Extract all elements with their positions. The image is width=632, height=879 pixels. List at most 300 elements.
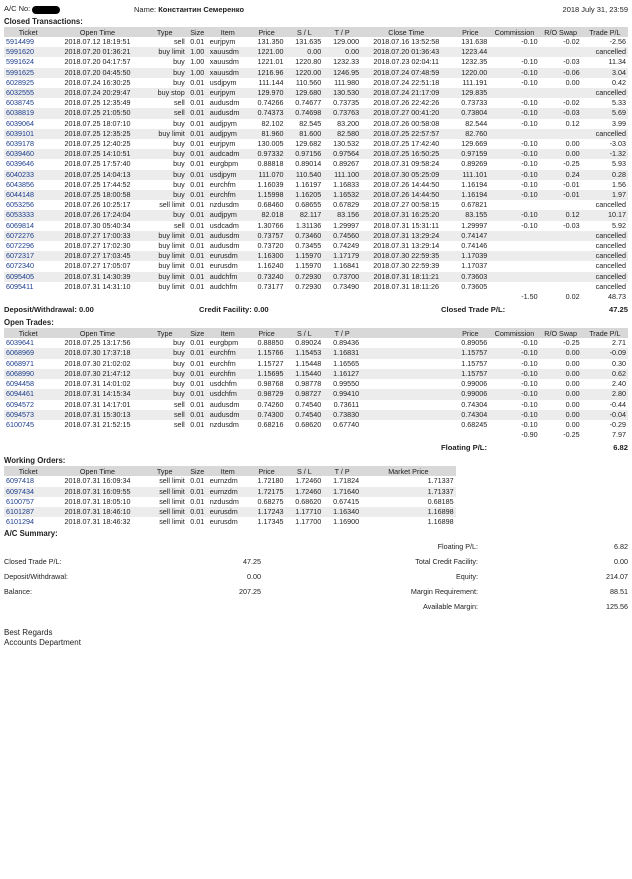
table-cell: 2018.07.25 22:57:57 — [361, 129, 451, 139]
credit-label: Credit Facility: — [199, 304, 252, 314]
table-cell: buy — [143, 348, 187, 358]
table-cell: buy — [173, 338, 185, 348]
table-cell: -0.10 — [521, 37, 538, 46]
open-totals-row — [4, 430, 628, 440]
table-cell: 2018.07.24 20:29:47 — [52, 88, 142, 98]
column-header: Price — [248, 27, 286, 37]
table-cell: 1.97 — [582, 190, 628, 200]
table-cell: 2018.07.20 01:36:43 — [361, 47, 451, 57]
table-cell: -0.10 — [489, 108, 539, 118]
table-cell: 1.15757 — [451, 369, 489, 379]
table-cell — [361, 420, 451, 430]
table-cell: 0.99006 — [451, 389, 489, 399]
table-cell: 0.74373 — [248, 108, 286, 118]
table-cell: -0.02 — [563, 98, 580, 108]
table-cell: eurchfm — [208, 190, 248, 200]
table-cell: cancelled — [582, 129, 628, 139]
table-cell: 1.16194 — [451, 190, 489, 200]
column-header: Type — [143, 328, 187, 338]
table-cell: audcadm — [208, 149, 248, 159]
table-cell: 6097434 — [4, 487, 52, 497]
table-cell: 1232.35 — [461, 57, 488, 67]
table-cell: audusdm — [208, 231, 248, 241]
closed-total-commission: -1.50 — [521, 292, 538, 302]
table-cell: buy — [143, 149, 187, 159]
table-row — [4, 348, 628, 358]
table-cell: 129.680 — [285, 88, 323, 98]
table-cell: sell limit — [143, 507, 187, 517]
table-cell: 0.01 — [187, 487, 208, 497]
table-cell: 0.01 — [190, 37, 205, 46]
column-header: Trade P/L — [582, 27, 628, 37]
table-cell: 129.000 — [333, 37, 360, 46]
closed-pl-value: 47.25 — [608, 304, 628, 314]
table-cell: 6101287 — [4, 507, 52, 517]
table-cell: 2018.07.31 18:11:26 — [373, 281, 439, 291]
table-cell: 82.545 — [299, 118, 322, 128]
table-row — [4, 241, 628, 251]
table-cell: 110.540 — [285, 170, 323, 180]
open-total-swap: -0.25 — [563, 430, 580, 440]
table-cell: -0.03 — [540, 108, 582, 118]
table-cell: 2018.07.31 16:09:55 — [52, 487, 142, 497]
table-row — [4, 108, 628, 118]
table-row — [4, 487, 628, 497]
table-cell: 131.638 — [461, 37, 488, 46]
table-cell: 0.74540 — [285, 410, 323, 420]
table-cell: -0.10 — [521, 57, 538, 67]
table-cell: 83.156 — [323, 210, 361, 220]
table-cell: 1216.96 — [248, 68, 286, 78]
closed-total-pl: 48.73 — [608, 292, 626, 302]
table-cell: 2018.07.20 04:17:57 — [64, 57, 131, 67]
table-cell: 2018.07.27 17:03:45 — [52, 251, 142, 261]
table-cell: 1.72460 — [295, 476, 322, 486]
column-header: Open Time — [52, 328, 142, 338]
table-row — [4, 170, 628, 180]
table-cell: 0.73240 — [248, 272, 286, 282]
column-header: Price — [451, 328, 489, 338]
account-name — [134, 5, 563, 14]
summary-value: 125.56 — [606, 602, 628, 612]
table-cell: 0.01 — [190, 379, 205, 389]
table-cell: buy — [173, 118, 185, 128]
table-cell — [540, 272, 582, 282]
table-cell: -0.10 — [521, 379, 538, 389]
floating-value: 6.82 — [613, 442, 628, 452]
table-cell: 0.01 — [190, 220, 205, 230]
table-cell: 83.200 — [337, 118, 360, 128]
table-cell: 5.33 — [612, 98, 626, 108]
summary-value: 0.00 — [247, 572, 261, 582]
table-cell: nzdusdm — [209, 200, 239, 210]
table-cell: 0.01 — [187, 108, 208, 118]
table-cell: eurjpym — [209, 37, 236, 46]
summary-value: 88.51 — [610, 587, 628, 597]
table-cell — [540, 282, 582, 292]
column-header: Ticket — [4, 27, 52, 37]
table-cell: -0.03 — [563, 220, 580, 230]
table-cell: 2018.07.31 18:46:32 — [64, 517, 131, 527]
table-cell: 2018.07.31 21:52:15 — [64, 419, 131, 429]
table-cell: 2018.07.31 15:31:11 — [373, 220, 439, 230]
table-cell: 2018.07.30 05:40:34 — [64, 220, 131, 230]
table-cell: 82.580 — [323, 129, 361, 139]
table-cell: 6038819 — [4, 108, 52, 118]
table-cell: 0.97156 — [285, 149, 323, 159]
table-cell: -0.10 — [489, 369, 539, 379]
floating-label: Floating P/L: — [441, 442, 487, 452]
table-cell: 111.100 — [323, 170, 361, 180]
table-cell: 1.29997 — [333, 220, 360, 230]
table-cell: 0.73735 — [333, 98, 360, 108]
table-cell: 0.89056 — [461, 338, 488, 348]
table-row — [4, 88, 628, 98]
ac-summary-title: A/C Summary: — [4, 529, 58, 539]
table-cell: 0.01 — [187, 369, 208, 379]
closed-transactions-title: Closed Transactions: — [4, 17, 83, 26]
table-cell: 0.97159 — [451, 149, 489, 159]
table-cell: 129.682 — [295, 139, 322, 149]
table-cell: 1.16205 — [285, 190, 323, 200]
table-cell: 0.01 — [190, 241, 205, 251]
column-header: Type — [143, 27, 187, 37]
table-cell: 2018.07.25 21:05:50 — [52, 108, 142, 118]
table-cell: 2018.07.31 13:29:14 — [373, 241, 440, 251]
working-orders-title: Working Orders: — [4, 456, 66, 466]
table-cell: audusdm — [209, 399, 240, 409]
table-cell: sell — [143, 410, 187, 420]
table-cell: 0.01 — [187, 170, 208, 180]
table-cell: 1220.00 — [285, 68, 323, 78]
table-cell: -0.10 — [521, 338, 538, 348]
table-cell: 129.835 — [451, 88, 489, 98]
summary-label: Equity: — [456, 572, 478, 582]
table-cell: 0.12 — [540, 210, 582, 220]
table-row — [4, 400, 628, 410]
table-cell: 0.73763 — [323, 108, 361, 118]
table-cell: -0.10 — [521, 98, 538, 108]
table-cell: 0.01 — [190, 399, 205, 409]
table-cell: usdjpym — [208, 170, 248, 180]
table-cell: 111.101 — [451, 170, 489, 180]
table-cell: -0.01 — [540, 190, 582, 200]
table-cell: 130.530 — [323, 88, 361, 98]
table-cell: 0.74304 — [451, 410, 489, 420]
table-cell: eurjpym — [208, 88, 248, 98]
table-cell: 2.40 — [612, 379, 626, 389]
table-cell: 1.72175 — [248, 487, 286, 497]
table-cell: sell — [173, 419, 185, 429]
table-cell: eurchfm — [208, 348, 248, 358]
table-cell: 6068969 — [4, 348, 52, 358]
table-cell: 1220.00 — [451, 68, 489, 78]
table-cell: 0.74300 — [248, 410, 286, 420]
table-cell: 0.89436 — [333, 338, 360, 348]
table-cell: buy — [143, 389, 187, 399]
table-cell: -0.10 — [521, 77, 538, 87]
table-cell: 6094573 — [4, 410, 52, 420]
table-cell: cancelled — [595, 241, 626, 251]
table-cell — [540, 88, 582, 98]
table-row — [4, 159, 628, 169]
table-cell: 1.16833 — [333, 179, 360, 189]
table-cell: eurusdm — [209, 517, 238, 527]
table-cell: 6044148 — [4, 190, 52, 200]
table-cell: -0.25 — [563, 338, 580, 348]
table-cell: 1.16898 — [361, 507, 456, 517]
table-cell — [361, 338, 451, 348]
table-cell: 111.070 — [248, 170, 286, 180]
table-cell — [361, 410, 451, 420]
summary-label: Closed Trade P/L: — [4, 557, 62, 567]
table-row — [4, 231, 628, 241]
table-cell: 5914499 — [6, 37, 34, 46]
table-cell: 5.93 — [612, 159, 626, 169]
table-cell: buy limit — [143, 129, 187, 139]
table-cell: 0.74540 — [295, 399, 322, 409]
table-cell: 0.88818 — [257, 159, 284, 169]
column-header: Price — [451, 27, 489, 37]
column-header: Price — [248, 466, 286, 476]
table-cell: 0.68275 — [257, 496, 284, 506]
table-cell: 0.01 — [190, 496, 205, 506]
table-cell: eurgbpm — [209, 159, 239, 169]
table-row — [4, 497, 628, 507]
table-cell: usdcadm — [209, 220, 239, 230]
table-cell: audusdm — [209, 98, 240, 108]
table-cell: 0.88850 — [257, 338, 284, 348]
table-cell: 1.15766 — [248, 348, 286, 358]
table-cell: 6097418 — [6, 476, 34, 486]
table-cell: 0.01 — [190, 476, 205, 486]
table-cell: 1.16565 — [333, 358, 360, 368]
department-line: Accounts Department — [4, 638, 81, 648]
column-header: Size — [187, 328, 208, 338]
table-cell: 0.01 — [190, 358, 205, 368]
table-cell: 1.17179 — [323, 251, 361, 261]
table-cell: 0.01 — [187, 190, 208, 200]
table-cell: 6039460 — [4, 149, 52, 159]
table-cell: sell — [173, 98, 185, 108]
table-cell — [361, 389, 451, 399]
table-row — [4, 410, 628, 420]
table-cell: eurusdm — [209, 261, 238, 271]
table-cell: 2018.07.25 17:42:40 — [373, 139, 440, 149]
table-cell: 0.01 — [187, 231, 208, 241]
table-cell: 2018.07.30 22:59:35 — [361, 251, 451, 261]
table-cell: 1246.95 — [323, 68, 361, 78]
table-cell: 2018.07.25 18:07:10 — [64, 118, 131, 128]
table-cell: -0.10 — [521, 179, 538, 189]
table-cell: 0.73460 — [285, 231, 323, 241]
table-cell: 10.17 — [582, 210, 628, 220]
table-cell: 6095411 — [6, 281, 34, 291]
column-header: R/O Swap — [540, 27, 582, 37]
table-cell: -0.10 — [521, 419, 538, 429]
table-cell: sell limit — [159, 517, 185, 527]
table-cell: 2018.07.26 00:58:08 — [373, 118, 440, 128]
table-cell: cancelled — [595, 281, 626, 291]
table-cell: 0.28 — [582, 170, 628, 180]
table-cell: 82.018 — [248, 210, 286, 220]
table-cell: 0.89014 — [295, 159, 322, 169]
table-cell: 82.544 — [465, 118, 488, 128]
table-cell: 0.12 — [565, 118, 580, 128]
table-cell: 1.15970 — [295, 261, 322, 271]
summary-value: 0.00 — [614, 557, 628, 567]
table-cell: buy limit — [158, 241, 185, 251]
table-cell: -0.25 — [563, 159, 580, 169]
account-number — [4, 4, 134, 13]
table-row — [4, 507, 628, 517]
table-cell: cancelled — [582, 88, 628, 98]
credit-value: 0.00 — [253, 304, 269, 314]
column-header: T / P — [323, 27, 361, 37]
table-cell: 6039101 — [4, 129, 52, 139]
table-cell: -1.32 — [582, 149, 628, 159]
summary-value: 207.25 — [239, 587, 261, 597]
table-cell: 2018.07.25 12:40:25 — [64, 139, 131, 149]
table-cell: 0.67821 — [461, 200, 488, 210]
table-cell: -0.06 — [540, 68, 582, 78]
table-cell: 3.04 — [582, 68, 628, 78]
table-cell: 2018.07.27 17:02:30 — [64, 241, 131, 251]
table-cell: 0.74146 — [461, 241, 488, 251]
table-cell: 0.73757 — [248, 231, 286, 241]
table-cell: buy limit — [158, 261, 185, 271]
table-cell — [540, 129, 582, 139]
table-row — [4, 180, 628, 190]
table-cell: sell limit — [143, 487, 187, 497]
table-cell: 6053333 — [4, 210, 52, 220]
table-cell: 0.01 — [190, 118, 205, 128]
statement-header — [4, 2, 628, 16]
table-cell: 1.71337 — [427, 476, 454, 486]
table-cell: -2.56 — [609, 37, 626, 46]
table-cell: 1.16197 — [295, 179, 322, 189]
table-cell: 1.15453 — [285, 348, 323, 358]
table-cell: 2018.07.23 02:04:11 — [373, 57, 439, 67]
column-header: Open Time — [52, 27, 142, 37]
table-cell: 2018.07.31 18:46:10 — [52, 507, 142, 517]
table-cell: -0.10 — [489, 170, 539, 180]
table-cell: 6043856 — [6, 179, 34, 189]
table-cell: buy — [143, 68, 187, 78]
table-cell: cancelled — [582, 47, 628, 57]
table-cell: 129.970 — [248, 88, 286, 98]
table-cell: 5991625 — [4, 68, 52, 78]
table-cell: nzdusdm — [209, 419, 239, 429]
column-header: Close Time — [361, 27, 451, 37]
summary-row — [371, 539, 628, 554]
table-cell: 1.16340 — [323, 507, 361, 517]
table-cell: 2018.07.24 07:48:59 — [361, 68, 451, 78]
table-cell: 1.71824 — [333, 476, 360, 486]
table-cell: 0.68655 — [295, 200, 322, 210]
table-cell: cancelled — [582, 231, 628, 241]
table-cell: 6068971 — [6, 358, 34, 368]
table-cell: 1.16831 — [323, 348, 361, 358]
table-cell: 0.73605 — [461, 281, 488, 291]
table-cell: 2018.07.25 17:57:40 — [64, 159, 131, 169]
table-cell: 2018.07.12 18:19:51 — [64, 37, 131, 46]
table-cell: sell limit — [159, 476, 185, 486]
table-cell: 3.99 — [612, 118, 626, 128]
table-cell — [540, 251, 582, 261]
table-cell: 0.00 — [540, 149, 582, 159]
table-cell: 5.92 — [612, 220, 626, 230]
table-cell: sell — [143, 108, 187, 118]
table-row — [4, 476, 628, 486]
table-cell: 1.31136 — [295, 220, 322, 230]
table-row — [4, 420, 628, 430]
table-cell: 2018.07.20 04:45:50 — [52, 68, 142, 78]
table-cell: 0.01 — [187, 149, 208, 159]
table-cell: 6053256 — [6, 200, 34, 210]
table-cell: 1221.00 — [248, 47, 286, 57]
table-cell: -0.10 — [489, 210, 539, 220]
open-trades-table — [4, 328, 628, 440]
table-cell: 1221.01 — [257, 57, 284, 67]
table-cell — [540, 47, 582, 57]
table-cell: 6072276 — [4, 231, 52, 241]
table-cell: 0.01 — [190, 159, 205, 169]
summary-row — [4, 584, 261, 599]
table-row — [4, 37, 628, 47]
table-cell: 0.72930 — [285, 272, 323, 282]
summary-label: Available Margin: — [422, 602, 478, 612]
table-cell: buy — [173, 179, 185, 189]
table-cell: -0.44 — [609, 399, 626, 409]
table-cell: 0.73804 — [451, 108, 489, 118]
table-cell: 81.960 — [248, 129, 286, 139]
table-cell: 1.15440 — [285, 369, 323, 379]
table-cell: buy — [143, 369, 187, 379]
table-cell: 111.980 — [334, 77, 360, 87]
table-cell — [361, 348, 451, 358]
table-cell: buy limit — [143, 47, 187, 57]
table-cell: eurchfm — [209, 179, 236, 189]
table-row — [4, 272, 628, 282]
summary-row — [4, 554, 261, 569]
table-cell: 6032555 — [4, 88, 52, 98]
column-header — [361, 328, 451, 338]
table-cell: -0.10 — [489, 68, 539, 78]
table-cell — [361, 379, 451, 389]
column-header: T / P — [323, 328, 361, 338]
table-cell: 6095405 — [4, 272, 52, 282]
table-cell: 2018.07.25 13:17:56 — [64, 338, 131, 348]
table-cell: 0.73720 — [257, 241, 284, 251]
table-cell: 2018.07.25 16:50:25 — [361, 149, 451, 159]
table-cell: buy limit — [143, 231, 187, 241]
summary-label: Balance: — [4, 587, 32, 597]
table-cell: audusdm — [209, 241, 240, 251]
table-cell: 2.71 — [612, 338, 626, 348]
table-cell: -3.03 — [609, 139, 626, 149]
open-total-pl: 7.97 — [612, 430, 626, 440]
table-cell: 2018.07.24 22:51:18 — [373, 77, 440, 87]
table-cell: 2018.07.27 00:41:20 — [361, 108, 451, 118]
table-cell: 111.191 — [462, 77, 488, 87]
column-header: Size — [187, 466, 208, 476]
summary-value: 6.82 — [614, 542, 628, 552]
column-header: Trade P/L — [582, 328, 628, 338]
table-cell: 0.01 — [190, 98, 205, 108]
table-cell — [489, 88, 539, 98]
table-cell: 0.42 — [612, 77, 626, 87]
